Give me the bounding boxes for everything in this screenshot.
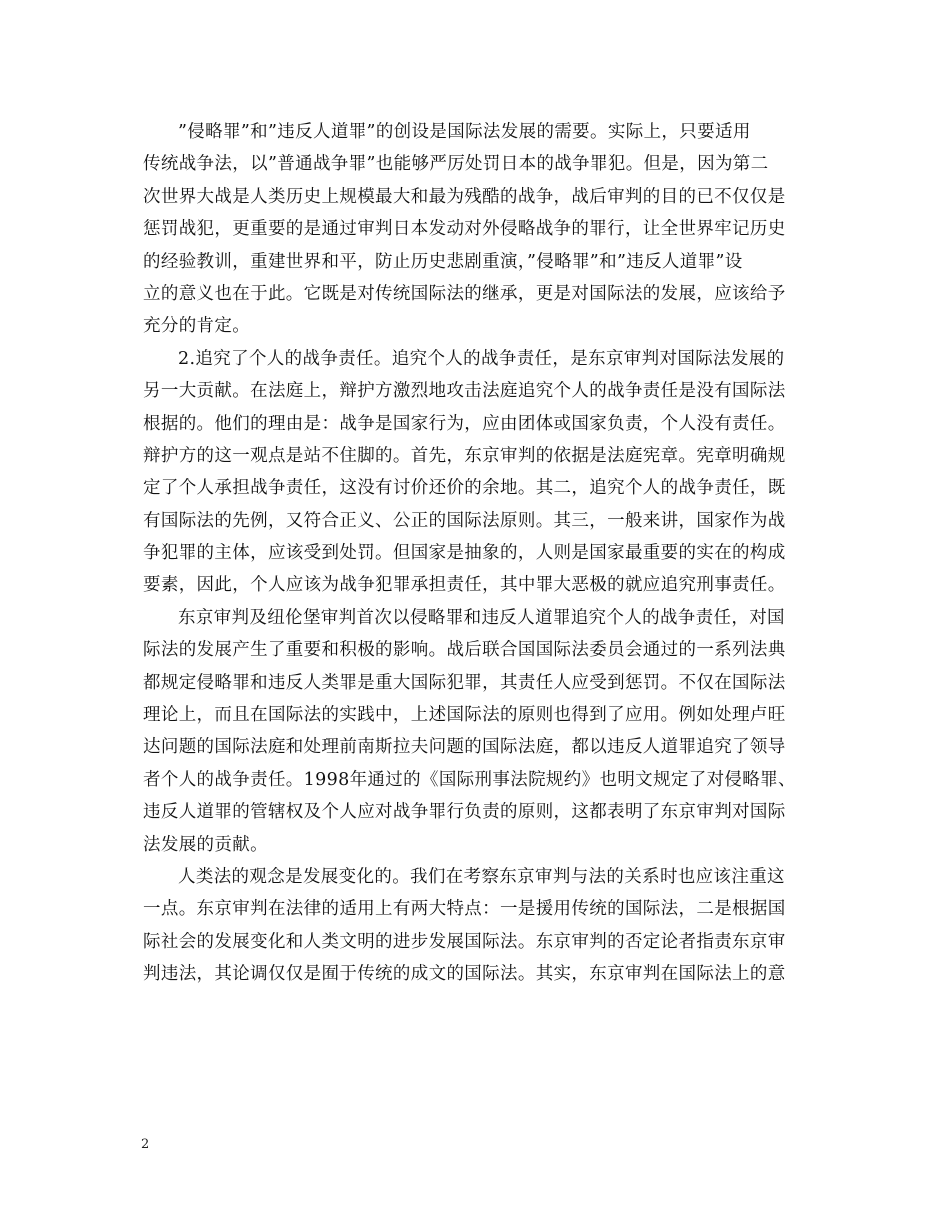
text-line: 传统战争法，以”普通战争罪”也能够严厉处罚日本的战争罪犯。但是，因为第二 [143, 154, 769, 175]
text-line: 达问题的国际法庭和处理前南斯拉夫问题的国际法庭，都以违反人道罪追究了领导 [143, 737, 786, 758]
text-line: 违反人道罪的管辖权及个人应对战争罪行负责的原则，这都表明了东京审判对国际 [143, 802, 786, 823]
text-line: 另一大贡献。在法庭上，辩护方激烈地攻击法庭追究个人的战争责任是没有国际法 [143, 381, 786, 402]
text-line: 都规定侵略罪和违反人类罪是重大国际犯罪，其责任人应受到惩罚。不仅在国际法 [143, 672, 786, 693]
text-line: 惩罚战犯，更重要的是通过审判日本发动对外侵略战争的罪行，让全世界牢记历史 [143, 219, 786, 240]
text-line: 2.追究了个人的战争责任。追究个人的战争责任，是东京审判对国际法发展的 [178, 348, 785, 369]
page-number: 2 [141, 1137, 150, 1152]
text-line: 法发展的贡献。 [143, 834, 268, 855]
text-line: 次世界大战是人类历史上规模最大和最为残酷的战争，战后审判的目的已不仅仅是 [143, 186, 786, 207]
text-line: 人类法的观念是发展变化的。我们在考察东京审判与法的关系时也应该注重这 [178, 866, 785, 887]
text-line: 的经验教训，重建世界和平，防止历史悲剧重演，”侵略罪”和”违反人道罪”设 [143, 251, 743, 272]
text-line: 立的意义也在于此。它既是对传统国际法的继承，更是对国际法的发展，应该给予 [143, 283, 786, 304]
text-line: 际法的发展产生了重要和积极的影响。战后联合国国际法委员会通过的一系列法典 [143, 640, 786, 661]
text-line: 辩护方的这一观点是站不住脚的。首先，东京审判的依据是法庭宪章。宪章明确规 [143, 445, 786, 466]
text-line: 际社会的发展变化和人类文明的进步发展国际法。东京审判的否定论者指责东京审 [143, 931, 786, 952]
text-line: 判违法，其论调仅仅是囿于传统的成文的国际法。其实，东京审判在国际法上的意 [143, 964, 786, 985]
text-line: 定了个人承担战争责任，这没有讨价还价的余地。其二，追究个人的战争责任，既 [143, 478, 786, 499]
text-line: 要素，因此，个人应该为战争犯罪承担责任，其中罪大恶极的就应追究刑事责任。 [143, 575, 786, 596]
text-line: ”侵略罪”和”违反人道罪”的创设是国际法发展的需要。实际上，只要适用 [178, 122, 751, 142]
text-line: 有国际法的先例，又符合正义、公正的国际法原则。其三，一般来讲，国家作为战 [143, 510, 786, 531]
text-line: 充分的肯定。 [143, 316, 251, 337]
text-line: 一点。东京审判在法律的适用上有两大特点：一是援用传统的国际法，二是根据国 [143, 899, 786, 920]
body-text [143, 116, 823, 991]
text-line: 根据的。他们的理由是：战争是国家行为，应由团体或国家负责，个人没有责任。 [143, 413, 786, 434]
text-line: 东京审判及纽伦堡审判首次以侵略罪和违反人道罪追究个人的战争责任，对国 [178, 607, 785, 628]
text-line: 理论上，而且在国际法的实践中，上述国际法的原则也得到了应用。例如处理卢旺 [143, 705, 786, 726]
text-line: 者个人的战争责任。1998年通过的《国际刑事法院规约》也明文规定了对侵略罪、 [143, 769, 796, 790]
text-line: 争犯罪的主体，应该受到处罚。但国家是抽象的，人则是国家最重要的实在的构成 [143, 543, 786, 564]
